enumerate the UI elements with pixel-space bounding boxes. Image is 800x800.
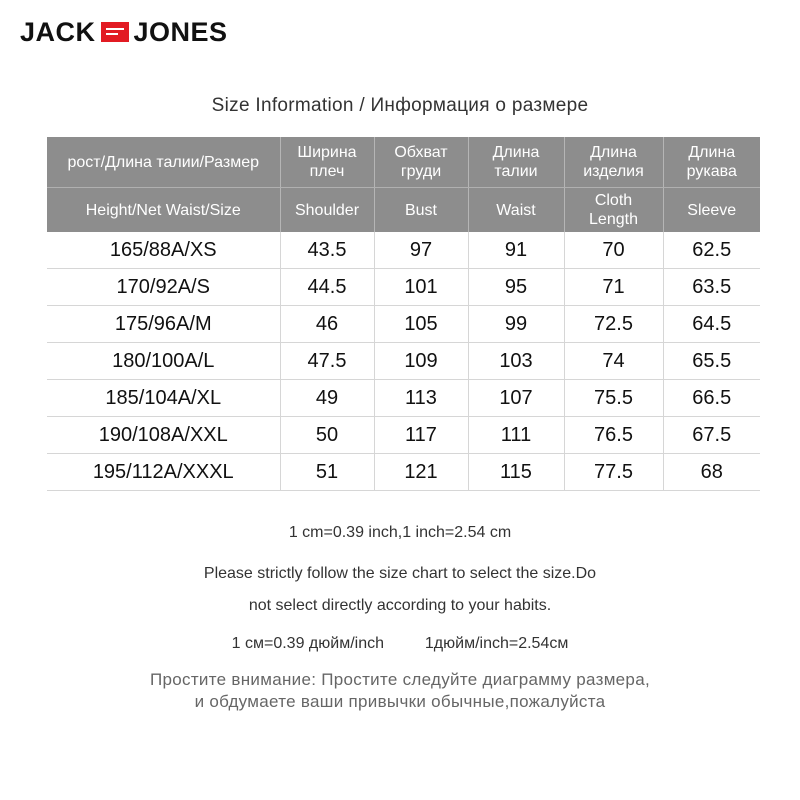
brand-name-left: JACK [20, 16, 96, 47]
brand-name-right: JONES [133, 16, 228, 47]
table-cell: 77.5 [564, 454, 663, 491]
table-row [47, 232, 760, 269]
table-cell: 75.5 [564, 380, 663, 417]
ru-instruction-line-1: Простите внимание: Простите следуйте диаграмму размера, [150, 670, 650, 689]
table-cell: 175/96A/M [47, 306, 280, 343]
table-cell: 165/88A/XS [47, 232, 280, 269]
table-cell: 46 [280, 306, 374, 343]
table-cell: 49 [280, 380, 374, 417]
header-cell-en: Sleeve [663, 188, 760, 233]
table-cell: 103 [468, 343, 564, 380]
table-cell: 99 [468, 306, 564, 343]
conversion-ru-inch: 1дюйм/inch=2.54cм [424, 635, 569, 652]
conversion-note-en: 1 cm=0.39 inch,1 inch=2.54 cm [288, 524, 512, 541]
table-cell: 71 [564, 269, 663, 306]
header-cell-en: Shoulder [280, 188, 374, 233]
table-cell: 101 [374, 269, 468, 306]
table-row [47, 343, 760, 380]
header-cell-ru: Длина изделия [564, 137, 663, 188]
flag-icon [101, 22, 129, 42]
header-row-ru [47, 137, 760, 188]
table-cell: 64.5 [663, 306, 760, 343]
table-cell: 109 [374, 343, 468, 380]
header-cell-en: Cloth Length [564, 188, 663, 233]
table-cell: 67.5 [663, 417, 760, 454]
table-cell: 195/112A/XXXL [47, 454, 280, 491]
table-cell: 44.5 [280, 269, 374, 306]
table-cell: 115 [468, 454, 564, 491]
table-row [47, 269, 760, 306]
table-cell: 70 [564, 232, 663, 269]
table-cell: 91 [468, 232, 564, 269]
table-cell: 62.5 [663, 232, 760, 269]
header-cell-en: Waist [468, 188, 564, 233]
table-cell: 107 [468, 380, 564, 417]
table-cell: 185/104A/XL [47, 380, 280, 417]
table-cell: 95 [468, 269, 564, 306]
table-cell: 111 [468, 417, 564, 454]
table-cell: 50 [280, 417, 374, 454]
conversion-ru-cm: 1 cм=0.39 дюйм/inch [231, 635, 384, 652]
header-cell-ru: Ширина плеч [280, 137, 374, 188]
table-cell: 63.5 [663, 269, 760, 306]
brand-logo [20, 14, 228, 50]
header-row-en [47, 188, 760, 233]
table-cell: 170/92A/S [47, 269, 280, 306]
conversion-note-ru [0, 635, 800, 653]
ru-instruction-line-2: и обдумаете ваши привычки обычные,пожалуйста [194, 692, 606, 711]
page-title: Size Information / Информация о размере [211, 95, 589, 116]
table-cell: 51 [280, 454, 374, 491]
table-cell: 105 [374, 306, 468, 343]
table-cell: 121 [374, 454, 468, 491]
table-row [47, 306, 760, 343]
table-cell: 117 [374, 417, 468, 454]
header-cell-ru: Длина талии [468, 137, 564, 188]
table-cell: 66.5 [663, 380, 760, 417]
header-cell-ru: Обхват груди [374, 137, 468, 188]
table-cell: 97 [374, 232, 468, 269]
header-cell-ru: Длина рукава [663, 137, 760, 188]
table-row [47, 417, 760, 454]
table-cell: 180/100A/L [47, 343, 280, 380]
instruction-line-1: Please strictly follow the size chart to select the size.Do [203, 565, 597, 582]
table-cell: 43.5 [280, 232, 374, 269]
header-cell-ru: рост/Длина талии/Размер [47, 137, 280, 188]
table-cell: 74 [564, 343, 663, 380]
table-row [47, 380, 760, 417]
header-cell-en: Height/Net Waist/Size [47, 188, 280, 233]
table-cell: 113 [374, 380, 468, 417]
table-row [47, 454, 760, 491]
table-cell: 190/108A/XXL [47, 417, 280, 454]
instruction-line-2: not select directly according to your habits. [248, 597, 552, 614]
table-cell: 47.5 [280, 343, 374, 380]
table-cell: 72.5 [564, 306, 663, 343]
table-cell: 68 [663, 454, 760, 491]
table-cell: 76.5 [564, 417, 663, 454]
table-cell: 65.5 [663, 343, 760, 380]
header-cell-en: Bust [374, 188, 468, 233]
size-table [47, 137, 760, 491]
